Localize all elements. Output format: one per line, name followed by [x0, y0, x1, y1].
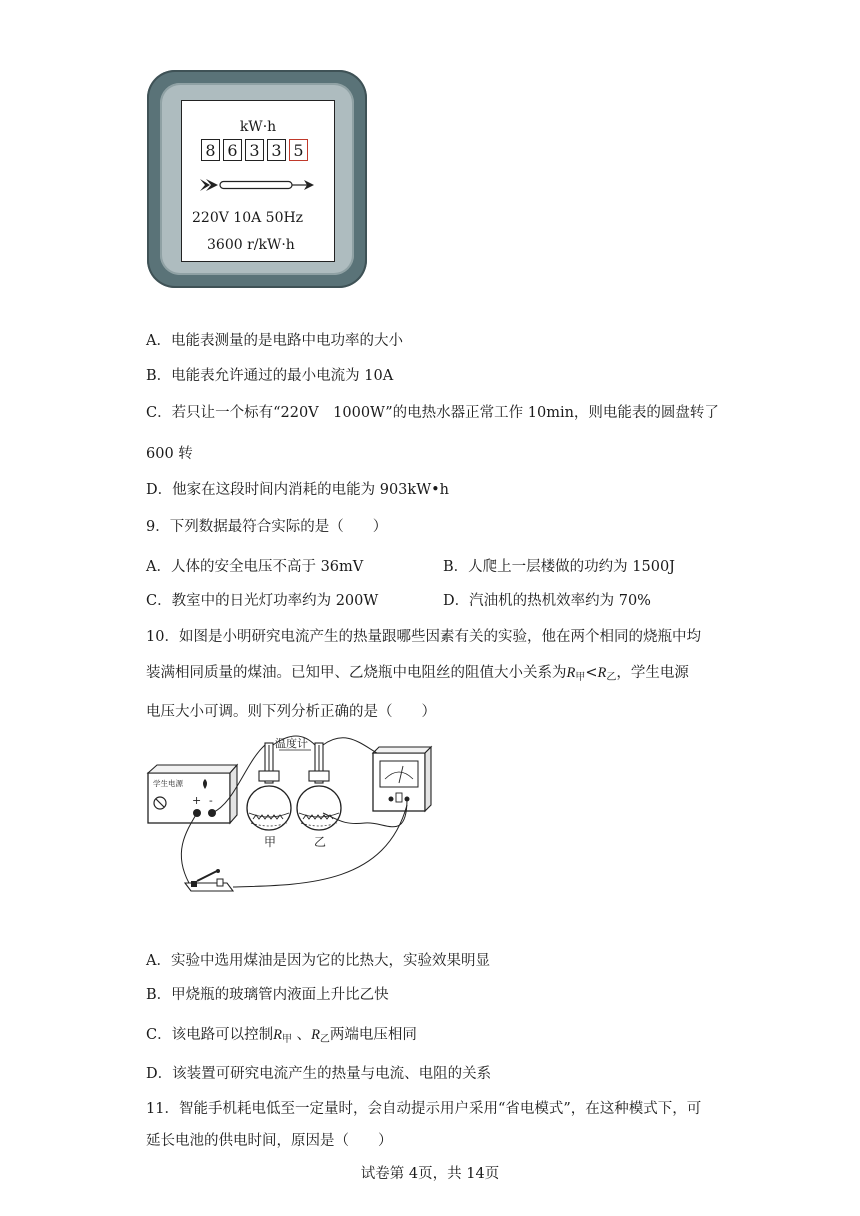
q10-option-c-end: 两端电压相同: [329, 1027, 417, 1043]
q11-stem-line2: 延长电池的供电时间，原因是（ ）: [146, 1133, 393, 1149]
q8-option-d: D．他家在这段时间内消耗的电能为 903kW•h: [146, 482, 449, 498]
q10-stem-line2-text: 装满相同质量的煤油。已知甲、乙烧瓶中电阻丝的阻值大小关系为: [146, 665, 567, 681]
flask-yi-label: 乙: [314, 835, 327, 849]
q9-stem: 9．下列数据最符合实际的是（ ）: [146, 519, 388, 535]
resistance-symbol: R: [311, 1027, 320, 1043]
q10-option-c: [146, 1026, 417, 1049]
subscript-jia: 甲: [575, 672, 586, 683]
page-footer: 试卷第 4页，共 14页: [360, 1166, 500, 1182]
joule-heating-circuit-diagram: [145, 733, 435, 901]
meter-digits: [201, 139, 308, 161]
student-power-supply: [148, 765, 237, 823]
q9-option-a: A．人体的安全电压不高于 36mV: [146, 559, 364, 575]
positive-terminal-label: +: [192, 794, 202, 807]
q8-option-c-line1: C．若只让一个标有“220V 1000W”的电热水器正常工作 10min，则电能表的圆盘转了: [146, 405, 719, 421]
switch: [185, 869, 233, 891]
q10-stem-line1: 10．如图是小明研究电流产生的热量跟哪些因素有关的实验，他在两个相同的烧瓶中均: [146, 629, 701, 645]
q9-option-b: B．人爬上一层楼做的功约为 1500J: [443, 559, 675, 575]
q8-option-c-line2: 600 转: [146, 446, 193, 462]
negative-terminal-label: -: [209, 794, 213, 807]
meter-digit: 3: [245, 139, 264, 161]
q11-stem-line1: 11．智能手机耗电低至一定量时，会自动提示用户采用“省电模式”，在这种模式下，可: [146, 1101, 702, 1117]
resistance-symbol: R: [566, 665, 576, 681]
flask-yi: [297, 743, 341, 849]
subscript-yi: 乙: [606, 672, 617, 683]
thermometer-label: 温度计: [275, 737, 308, 750]
q10-option-d: D．该装置可研究电流产生的热量与电流、电阻的关系: [146, 1066, 492, 1082]
meter-spec-rating: 220V 10A 50Hz: [192, 210, 304, 226]
less-than-sign: <: [585, 665, 598, 681]
meter-digit: 6: [223, 139, 242, 161]
q10-stem-line2-end: ，学生电源: [616, 665, 689, 681]
meter-unit: kW·h: [239, 119, 277, 135]
q10-stem-line2: [146, 664, 689, 687]
meter-digit: 8: [201, 139, 220, 161]
q9-option-d: D．汽油机的热机效率约为 70%: [443, 593, 651, 609]
subscript-yi: 乙: [319, 1034, 330, 1045]
ammeter: [373, 747, 431, 811]
meter-face: [181, 100, 335, 262]
separator: 、: [291, 1027, 312, 1043]
q9-option-c: C．教室中的日光灯功率约为 200W: [146, 593, 379, 609]
meter-rotation-arrow-icon: [200, 178, 316, 192]
q8-option-b: B．电能表允许通过的最小电流为 10A: [146, 368, 394, 384]
q8-option-a: A．电能表测量的是电路中电功率的大小: [146, 333, 403, 349]
resistance-symbol: R: [597, 665, 607, 681]
q10-option-c-text: C．该电路可以控制: [146, 1027, 274, 1043]
resistance-symbol: R: [273, 1027, 282, 1043]
subscript-jia: 甲: [281, 1034, 292, 1045]
q10-option-b: B．甲烧瓶的玻璃管内液面上升比乙快: [146, 987, 389, 1003]
meter-digit: 3: [267, 139, 286, 161]
flask-jia-label: 甲: [264, 835, 277, 849]
q10-stem-line3: 电压大小可调。则下列分析正确的是（ ）: [146, 704, 436, 720]
power-supply-label: 学生电源: [153, 779, 183, 788]
electric-meter-figure: [147, 70, 367, 288]
q10-option-a: A．实验中选用煤油是因为它的比热大，实验效果明显: [146, 953, 490, 969]
meter-digit-decimal: 5: [289, 139, 308, 161]
meter-spec-constant: 3600 r/kW·h: [207, 237, 295, 253]
